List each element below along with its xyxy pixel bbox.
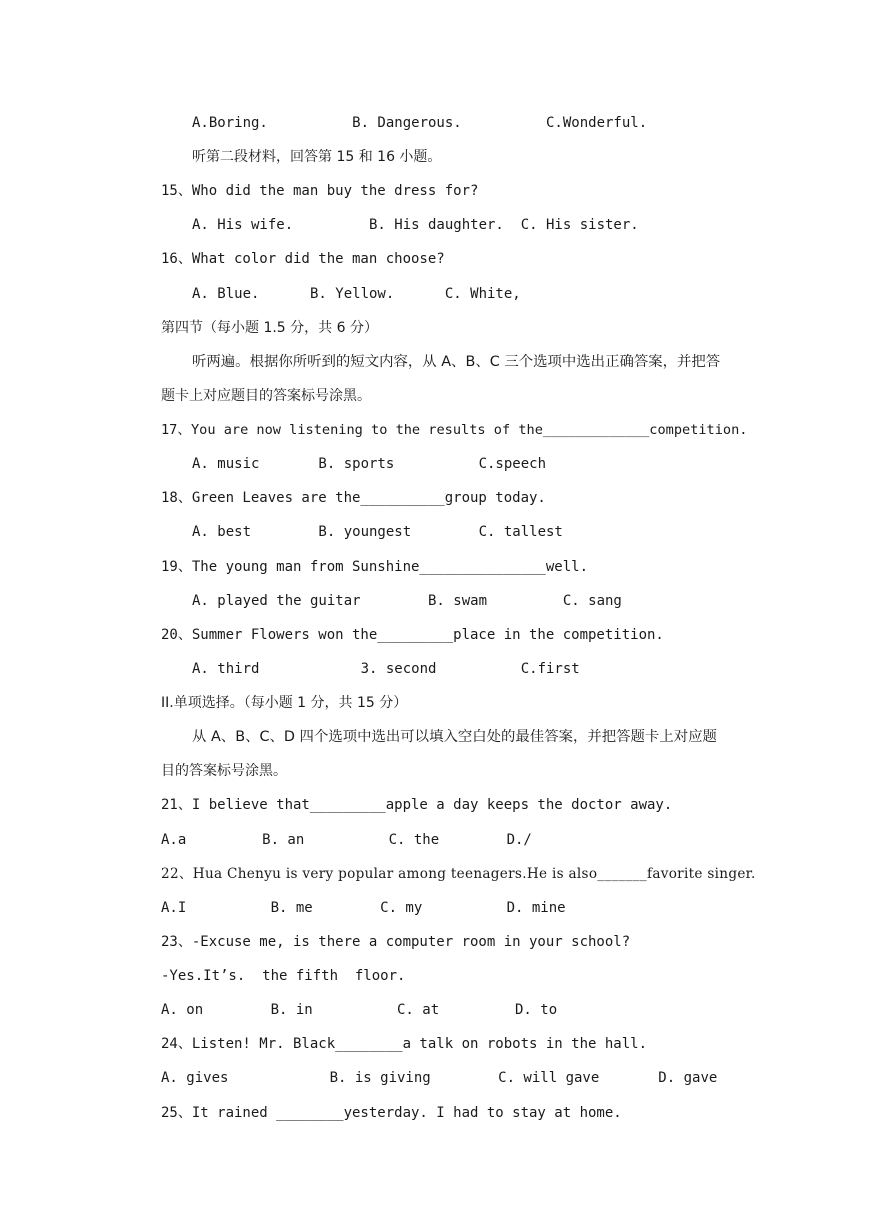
q23-options: A. on B. in C. at D. to bbox=[161, 1002, 558, 1018]
q22-options: A.I B. me C. my D. mine bbox=[161, 900, 566, 916]
section-4-heading: 第四节（每小题 1.5 分，共 6 分） bbox=[161, 320, 378, 336]
q18-options: A. best B. youngest C. tallest bbox=[192, 524, 563, 540]
q20-options: A. third 3. second C.first bbox=[192, 661, 580, 677]
q23-dialogue-reply: -Yes.It’s. the fifth floor. bbox=[161, 968, 406, 984]
q16-question: 16、What color did the man choose? bbox=[161, 251, 445, 267]
q15-options: A. His wife. B. His daughter. C. His sister. bbox=[192, 217, 639, 233]
q22-question: 22、Hua Chenyu is very popular among teenagers.He is also_______favorite singer. bbox=[161, 866, 756, 882]
section-4-instruction-line-1: 听两遍。根据你所听到的短文内容，从 A、B、C 三个选项中选出正确答案，并把答 bbox=[192, 354, 721, 370]
q25-question: 25、It rained ________yesterday. I had to stay at home. bbox=[161, 1105, 622, 1121]
q23-question: 23、-Excuse me, is there a computer room in your school? bbox=[161, 934, 631, 950]
part-2-instruction-line-2: 目的答案标号涂黑。 bbox=[161, 763, 287, 779]
q21-question: 21、I believe that_________apple a day keeps the doctor away. bbox=[161, 797, 673, 813]
q20-question: 20、Summer Flowers won the_________place in the competition. bbox=[161, 627, 664, 643]
q17-question: 17、You are now listening to the results of the_____________competition. bbox=[161, 422, 748, 438]
q19-question: 19、The young man from Sunshine_______________well. bbox=[161, 559, 589, 575]
q19-options: A. played the guitar B. swam C. sang bbox=[192, 593, 622, 609]
q15-question: 15、Who did the man buy the dress for? bbox=[161, 183, 479, 199]
q14-options: A.Boring. B. Dangerous. C.Wonderful. bbox=[192, 115, 648, 131]
section-4-instruction-line-2: 题卡上对应题目的答案标号涂黑。 bbox=[161, 388, 371, 404]
q21-options: A.a B. an C. the D./ bbox=[161, 832, 532, 848]
q16-options: A. Blue. B. Yellow. C. White, bbox=[192, 286, 521, 302]
q24-question: 24、Listen! Mr. Black________a talk on robots in the hall. bbox=[161, 1036, 648, 1052]
q17-options: A. music B. sports C.speech bbox=[192, 456, 547, 472]
part-2-heading: II.单项选择。（每小题 1 分，共 15 分） bbox=[161, 695, 408, 711]
part-2-instruction-line-1: 从 A、B、C、D 四个选项中选出可以填入空白处的最佳答案，并把答题卡上对应题 bbox=[192, 729, 717, 745]
q18-question: 18、Green Leaves are the__________group today. bbox=[161, 490, 546, 506]
q24-options: A. gives B. is giving C. will gave D. gave bbox=[161, 1070, 718, 1086]
section-instruction-passage-2: 听第二段材料，回答第 15 和 16 小题。 bbox=[192, 149, 442, 165]
